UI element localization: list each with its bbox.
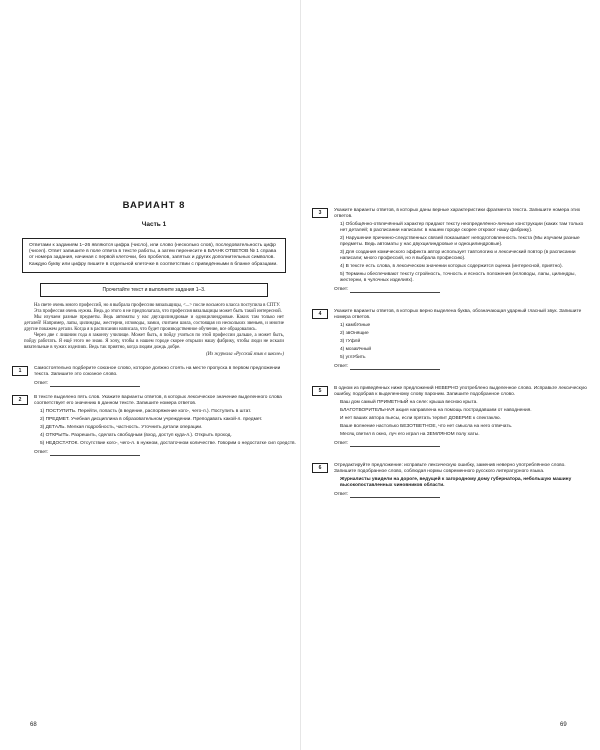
answer-line [34,450,296,456]
answer-label: Ответ: [34,380,49,386]
page-gutter [300,0,301,750]
task-number: 3 [312,208,328,218]
option-item: 3) тУфлй [340,339,361,344]
answer-field[interactable] [350,442,440,447]
answer-line [334,492,588,498]
option-item: 2) Нарушение причинно-следственных связей показывает неподготовленность текста (Мы изучаем разные предметы. Ведь автоматы у нас двухцилиндровые и одноцилиндровые). [340,236,580,247]
answer-field[interactable] [350,493,440,498]
task-number: 1 [12,366,28,376]
passage-paragraph: На свете очень много профессий, но я выбрала профессию вязальщицы, <...> после восьмого класса поступила в СПТУ. [34,302,281,308]
task-body [334,463,588,498]
answer-label: Ответ: [334,441,349,446]
option-item: 5) НЕДОСТАТОК. Отсутствие кого-, чего-л. в нужном, достаточном количестве. Говорим о недостатке сил средств. [40,440,296,446]
task-4 [312,309,588,370]
answer-field[interactable] [50,382,140,387]
task-number: 2 [12,395,28,405]
page-number-right: 69 [560,722,567,728]
task-options [40,409,296,447]
passage-paragraph: Мы изучаем разные предметы. Ведь автоматы у нас двухцилиндровые и одноцилиндровые. Каких там только нет деталей! Например, лапы, цилиндры, жестерни, игловоды, замки, считаем шила, состоящая из нескольких звеньев, и многие другие покажем детали. Когда я в расписании написала, что будет производственное обучение, все обрадовались. [24,315,284,333]
answer-line [34,381,296,387]
answer-line [334,441,588,447]
task-body [334,386,588,447]
option-item: 1) Обобщённо-отвлечённый характер придают тексту неопределённо-личные конструкции (каких там только нет деталей; в расписании написали: в нашем городе скорее откроют нашу фабрику). [340,222,584,233]
task-number: 5 [312,386,328,396]
passage-paragraph: Через две с лишним года я закончу училище. Может быть, я пойду учиться по этой профессии дальше, а может быть, пойду работать. Я ещё этого не знаю. Я хочу, чтобы в нашем городе скорее открыли нашу фабрику, чтобы люди не искали вязательные в чужих изделиях. Ведь так приятно, когда людям дождь добре. [24,333,284,351]
part-title: Часть 1 [141,221,167,228]
option-item: И нет ваших автора пьесы, если прятать терпит ДОВЕРИЕ к спектаклю. [340,416,501,421]
option-item: 4) В тексте есть слова, в лексическом значении которых содержится оценка (интересной, приятно). [340,264,563,269]
option-item: 4) ОТКРЫТЬ. Разрешить, сделать свободным (вход, доступ куда-л.). Открыть проход. [40,432,232,438]
task-3 [312,208,588,293]
option-item: БЛАГОТВОРИТЕЛЬНАЯ акция направлена на помощь пострадавшим от наводнения. [340,408,532,413]
task-6 [312,463,588,498]
option-item: Ваш дом самый ПРИМЕТНЫЙ на селе: крыша весною крыта. [340,400,478,405]
option-item: 5) углУбить [340,355,366,360]
instructions-box: Ответами к заданиям 1–26 являются цифра (число), или слово (несколько слов), последовательность цифр (чисел). Ответ запишите в поле ответа в тексте работы, а затем перенесите в БЛАНК ОТВЕТОВ № 1 справа от номера задания, начиная с первой клеточки, без пробелов, запятых и других дополнительных символов. Каждую букву или цифру пишите в отдельной клеточке в соответствии с приведёнными в бланке образцами. [22,238,286,273]
task-options [340,323,588,361]
right-page [312,200,588,498]
task-question: Укажите варианты ответов, в которых даны верные характеристики фрагмента текста. Запишите номера этих ответов. [334,208,581,219]
task-5 [312,386,588,447]
answer-label: Ответ: [334,287,349,292]
task-2 [12,395,296,456]
option-item: 2) ПРЕДМЕТ. Учебная дисциплина в образовательном учреждении. Преподавать какой-л. предмет. [40,416,263,422]
task-options [340,400,588,438]
option-item: 3) ДЕТАЛЬ. Мелкая подробность, частность. Уточнить детали операции. [40,424,203,430]
task-question: Самостоятельно подберите союзное слово, которое должно стоять на месте пропуска в первом предложении текста. Запишите это союзное слово. [34,365,281,377]
task-body [34,366,296,387]
option-item: Месяц светил в окно, луч его играл на ЗЕМЛЯНОМ полу хаты. [340,432,480,437]
task-body [34,395,296,456]
answer-field[interactable] [350,365,440,370]
task-1 [12,366,296,387]
answer-label: Ответ: [334,364,349,369]
read-instruction: Прочитайте текст и выполните задания 1–3. [40,283,268,297]
task-options [340,477,588,489]
answer-label: Ответ: [334,492,349,497]
answer-line [334,364,588,370]
option-item: 1) камбУзные [340,323,371,328]
task-question: В тексте выделено пять слов. Укажите варианты ответов, в которых лексическое значение выделенного слова соответствует его значению в данном тексте. Запишите номера ответов. [34,394,282,406]
passage-source: (Из журнала «Русский язык в школе») [206,351,284,357]
task-number: 4 [312,309,328,319]
task-options [340,222,588,284]
answer-field[interactable] [350,288,440,293]
variant-title: ВАРИАНТ 8 [122,200,186,211]
task-body [334,208,588,293]
option-item: 4) мозаИчный [340,347,372,352]
task-question: Отредактируйте предложение: исправьте лексическую ошибку, заменив неверно употреблённое слово. Запишите подобранное слово, соблюдая нормы современного русского литературного языка. [334,463,566,474]
task-number: 6 [312,463,328,473]
passage-paragraph: Эта профессия очень нужна. Ведь до этого я не предполагала, что профессия вязальщицы может быть такой интересной. [34,308,282,314]
option-item: 1) ПОСТУПИТЬ. Перейти, попасть (в ведение, распоряжение кого-, чего-л.). Поступить в штат. [40,408,252,414]
option-item: Ваше волнение настолько БЕЗОТВЕТНОЕ, что нет смысла на него отвечать. [340,424,513,429]
option-item: 5) Термины обеспечивают тексту стройность, точность и ясность положения (игловоды, лапы, цилиндры, жестерни, в чулочных изделиях). [340,272,576,283]
reading-passage [24,303,284,358]
answer-label: Ответ: [34,449,49,455]
answer-field[interactable] [50,451,140,456]
page-number-left: 68 [30,722,37,728]
answer-line [334,287,588,293]
task-body [334,309,588,370]
task-question: В одном из приведённых ниже предложений НЕВЕРНО употреблено выделенное слово. Исправьте лексическую ошибку, подобрав к выделенному слову пароним. Запишите подобранное слово. [334,386,587,397]
option-item: 3) Для создания комического эффекта автор использует тавтологию и лексический повтор (в расписании написали; много профессий, но я выбрала профессию). [340,250,576,261]
task-question: Укажите варианты ответов, в которых верно выделена буква, обозначающая ударный гласный звук. Запишите номера ответов. [334,309,582,320]
left-page [12,188,296,456]
option-item: Журналисты увидели на дороге, ведущей к загородному дому губернатора, небольшую машину высокопоставленных чиновников области. [340,477,572,488]
option-item: 2) звОнящие [340,331,369,336]
